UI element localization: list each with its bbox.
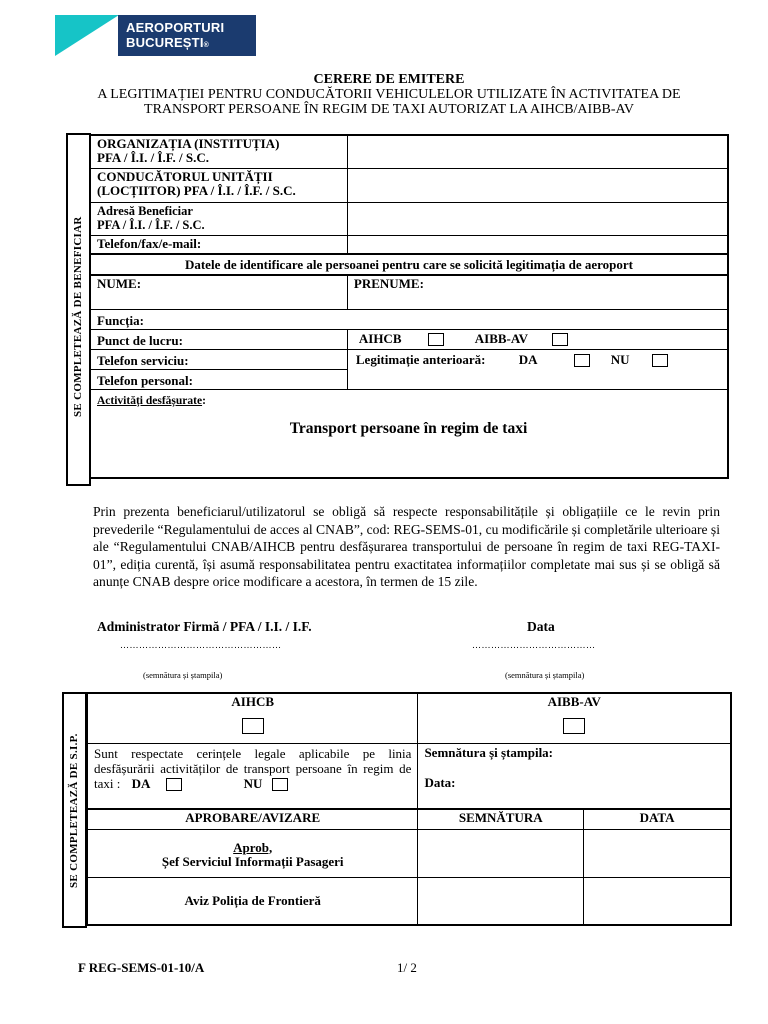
police-date-field[interactable]	[584, 877, 731, 925]
approve-date-field[interactable]	[584, 829, 731, 877]
date-signature-label: Data	[527, 619, 555, 634]
activities-cell	[90, 389, 728, 478]
activities-label: Activități desfășurate	[97, 394, 203, 407]
obligations-paragraph: Prin prezenta beneficiarul/utilizatorul se obligă să respecte responsabilitățile și obligațiile ce le revin prin prevederile “Regulamentului de acces al CNAB”, cod: REG-SEMS-01, cu modificările și completările ulterioare și ale “Regulamentului CNAB/AIHCB pentru desfășurarea transportului de persoane în regim de taxi REG-TAXI-01”, ediția curentă, își asumă responsabilitatea pentru exactitatea informațiilor completate mai sus și se obligă să anunțe CNAB despre orice modificare a acestora, în termen de 15 zile.	[93, 504, 720, 589]
legal-nu-checkbox[interactable]	[272, 778, 288, 791]
function-field[interactable]	[90, 309, 728, 329]
name-field[interactable]	[90, 275, 347, 309]
sip-table	[86, 692, 732, 926]
org-label-1: ORGANIZAȚIA (INSTITUȚIA)	[97, 136, 280, 151]
logo-text	[126, 20, 224, 53]
title-line1: CERERE DE EMITERE	[313, 72, 465, 87]
page-number: 1/ 2	[397, 960, 417, 975]
approve-line2: Șef Serviciul Informații Pasageri	[161, 853, 344, 869]
activities-colon: :	[202, 394, 206, 407]
legal-requirements-cell	[87, 743, 418, 809]
logo-mark-icon	[55, 15, 119, 56]
logo-line1: AEROPORTURI	[126, 20, 225, 35]
beneficiary-table	[89, 134, 729, 479]
address-label-2: PFA / Î.I. / Î.F. / S.C.	[97, 217, 205, 232]
name-label: NUME:	[97, 276, 142, 291]
id-heading: Datele de identificare ale persoanei pentru care se solicită legitimația de aeroport	[90, 254, 728, 275]
sip-side-label: SE COMPLETEAZĂ DE S.I.P.	[68, 733, 80, 888]
personal-phone-field[interactable]	[90, 369, 347, 389]
sip-aibb-cell	[418, 693, 731, 743]
approve-signature-field[interactable]	[418, 829, 584, 877]
legal-requirements-text: Sunt respectate cerințele legale aplicabile pe linia desfășurării activităților de transport persoane în regim de taxi :	[94, 745, 412, 791]
head-label-1: CONDUCĂTORUL UNITĂȚII	[97, 168, 273, 184]
previous-card-label: Legitimație anterioară:	[355, 351, 486, 367]
firstname-field[interactable]	[347, 275, 728, 309]
form-code: F REG-SEMS-01-10/A	[78, 960, 205, 975]
police-signature-field[interactable]	[418, 877, 584, 925]
workplace-label: Punct de lucru:	[90, 329, 347, 349]
airport-logo	[55, 15, 256, 56]
legal-da-checkbox[interactable]	[166, 778, 182, 791]
workplace-aihcb-checkbox[interactable]	[428, 333, 444, 346]
head-label-cell	[90, 168, 347, 202]
sip-date-label: Data:	[424, 774, 456, 790]
previous-da-checkbox[interactable]	[574, 354, 590, 367]
contact-field[interactable]	[347, 235, 728, 254]
function-label: Funcția:	[97, 312, 144, 328]
sip-sign-label: Semnătura și ștampila:	[424, 744, 554, 760]
col-date-header: DATA	[584, 809, 731, 829]
approve-line1: Aprob,	[233, 839, 273, 855]
address-field[interactable]	[347, 202, 728, 235]
sip-aibb-label: AIBB-AV	[547, 694, 601, 709]
activities-value: Transport persoane în regim de taxi	[289, 419, 528, 437]
date-signature-line[interactable]: …………………………………	[472, 640, 596, 650]
sip-sign-cell[interactable]	[418, 743, 731, 809]
police-cell: Aviz Poliția de Frontieră	[87, 877, 418, 925]
legal-nu-label: NU	[243, 775, 263, 791]
org-label-2: PFA / Î.I. / Î.F. / S.C.	[97, 150, 209, 165]
previous-card-cell	[347, 349, 728, 389]
head-field[interactable]	[347, 168, 728, 202]
workplace-aibb-checkbox[interactable]	[552, 333, 568, 346]
document-title	[40, 72, 738, 117]
previous-nu-label: NU	[610, 351, 630, 367]
service-phone-field[interactable]	[90, 349, 347, 369]
beneficiary-side-label: SE COMPLETEAZĂ DE BENEFICIAR	[72, 216, 84, 417]
previous-da-label: DA	[518, 351, 538, 367]
logo-line2: BUCUREȘTI	[126, 35, 204, 50]
logo-registered: ®	[203, 42, 209, 49]
sip-aibb-checkbox[interactable]	[563, 718, 585, 734]
admin-signature-label: Administrator Firmă / PFA / I.I. / I.F.	[97, 619, 312, 634]
col-approval-header: APROBARE/AVIZARE	[87, 809, 418, 829]
previous-nu-checkbox[interactable]	[652, 354, 668, 367]
personal-phone-label: Telefon personal:	[97, 372, 193, 388]
sip-aihcb-label: AIHCB	[231, 694, 275, 709]
approve-cell	[87, 829, 418, 877]
admin-signature-line[interactable]: ……………………………………………	[120, 640, 282, 650]
contact-label: Telefon/fax/e-mail:	[90, 235, 347, 254]
sip-side-panel	[62, 692, 87, 928]
org-field[interactable]	[347, 135, 728, 168]
workplace-aihcb-label: AIHCB	[358, 330, 402, 346]
address-label-1: Adresă Beneficiar	[97, 203, 193, 218]
sip-aihcb-checkbox[interactable]	[242, 718, 264, 734]
head-label-2: (LOCȚIITOR) PFA / Î.I. / Î.F. / S.C.	[97, 182, 296, 198]
beneficiary-side-panel	[66, 133, 91, 486]
org-label-cell	[90, 135, 347, 168]
workplace-aibb-label: AIBB-AV	[474, 330, 528, 346]
title-line3: TRANSPORT PERSOANE ÎN REGIM DE TAXI AUTORIZAT LA AIHCB/AIBB-AV	[144, 102, 634, 117]
firstname-label: PRENUME:	[353, 276, 424, 291]
col-signature-header: SEMNĂTURA	[418, 809, 584, 829]
admin-signature-caption: (semnătura și ștampila)	[143, 670, 223, 680]
workplace-options	[347, 329, 728, 349]
date-signature-caption: (semnătura și ștampila)	[505, 670, 585, 680]
address-label-cell	[90, 202, 347, 235]
title-line2: A LEGITIMAȚIEI PENTRU CONDUCĂTORII VEHICULELOR UTILIZATE ÎN ACTIVITATEA DE	[97, 87, 681, 102]
legal-da-label: DA	[131, 775, 151, 791]
sip-aihcb-cell	[87, 693, 418, 743]
service-phone-label: Telefon serviciu:	[97, 352, 189, 368]
